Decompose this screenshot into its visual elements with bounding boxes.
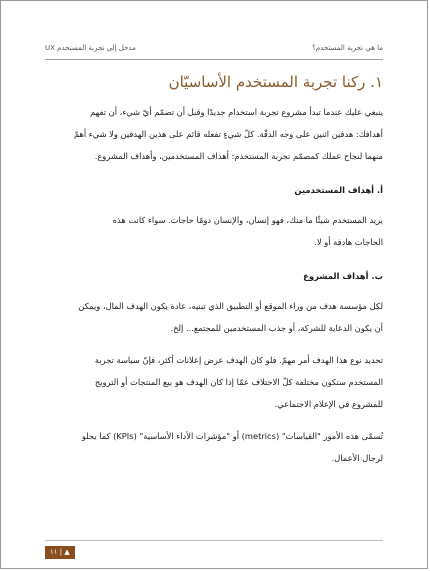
sub-a-line-2: الحاجات هادفة أو لا. xyxy=(314,237,383,247)
sub-b-p2-line-3: للمشروع في الإعلام الاجتماعي. xyxy=(274,399,383,409)
sub-b-p3-line-2: لرجال الأعمال. xyxy=(331,453,383,463)
subsection-b-paragraph-2 xyxy=(45,349,383,415)
sub-b-p1-line-2: أن يكون الدعاية للشركة، أو جذب المستخدمين للمجتمع... إلخ. xyxy=(170,323,383,333)
subsection-b-title: ب. أهداف المشروع xyxy=(303,271,383,281)
subsection-a-paragraph xyxy=(45,209,383,253)
header-book-title: مدخل إلى تجربة المستخدم UX xyxy=(45,44,136,52)
subsection-a-title: أ. أهداف المستخدمين xyxy=(294,185,383,195)
page-number-badge: ▲ | ١١ xyxy=(45,546,75,559)
header-divider xyxy=(45,59,383,60)
intro-paragraph xyxy=(45,101,383,167)
intro-line-2: أهدافك: هدفين اثنين على وجه الدقّة. كلّ شيءٍ تفعله قائم على هذين الهدفين ولا شيء أهمّ xyxy=(73,129,383,139)
section-title: ١. ركنا تجربة المستخدم الأساسيّان xyxy=(168,73,383,91)
sub-b-p3-line-1: تُسمّى هذه الأمور "القياسات" (metrics) أو "مؤشرات الأداء الأساسية" (KPIs) كما يحلو xyxy=(81,431,383,441)
running-header xyxy=(45,44,383,56)
sub-a-line-1: يريد المستخدم شيئًا ما منك، فهو إنسان، والإنسان دومًا حاجات. سواء كانت هذه xyxy=(112,215,383,225)
footer-divider xyxy=(45,540,383,541)
sub-b-p2-line-1: تحديد نوع هذا الهدف أمر مهمّ. فلو كان الهدف عرض إعلانات أكثر، فإنّ سياسة تجربة xyxy=(94,355,383,365)
subsection-b-paragraph-1 xyxy=(45,295,383,339)
intro-line-3: منهما لنجاح عملك كمصمّم تجربة المستخدم: أهداف المستخدمين، وأهداف المشروع. xyxy=(94,151,383,161)
header-chapter-title: ما هي تجربة المستخدم؟ xyxy=(312,44,383,52)
sub-b-p2-line-2: المستخدم ستكون مختلفة كلّ الاختلاف عمّا إذا كان الهدف هو بيع المنتجات أو الترويج xyxy=(94,377,383,387)
intro-line-1: ينبغي عليك عندما تبدأ مشروع تجربة استخدام جديدًا وقبل أن تصمّم أيّ شيء، أن تفهم xyxy=(90,107,383,117)
sub-b-p1-line-1: لكل مؤسسة هدف من وراء الموقع أو التطبيق الذي تبنيه، عادة يكون الهدف المال، ويمكن xyxy=(78,301,383,311)
subsection-b-paragraph-3 xyxy=(45,425,383,469)
page-content xyxy=(45,71,383,469)
